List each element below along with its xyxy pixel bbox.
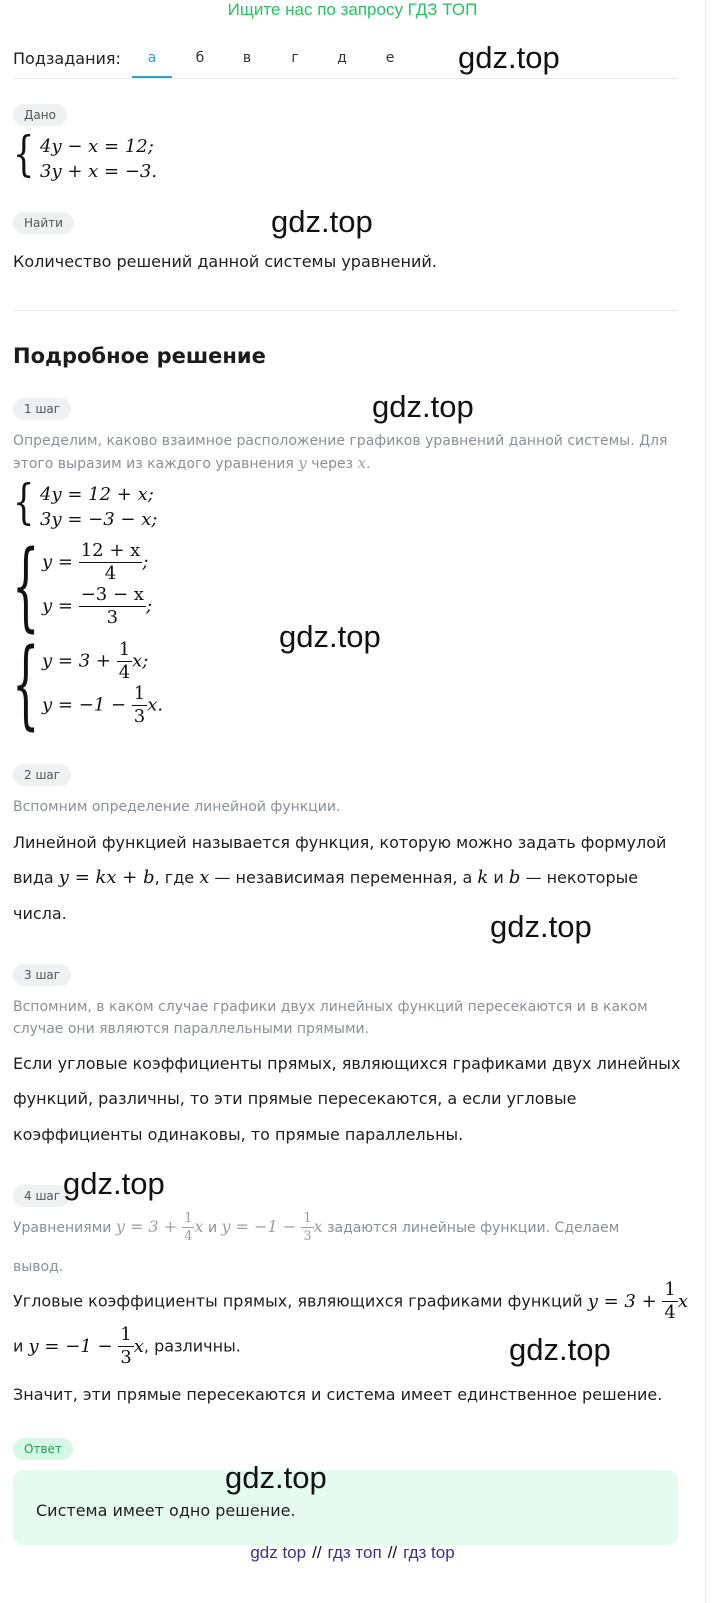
watermark: gdz.top bbox=[509, 1332, 611, 1367]
step-4-gray-pre: Уравнениями bbox=[13, 1220, 112, 1236]
step-4-badge: 4 шаг bbox=[13, 1185, 71, 1207]
fraction-numerator: 12 + x bbox=[80, 540, 141, 561]
step-4-eq-1 bbox=[587, 1279, 689, 1323]
step-4-conclusion: Значит, эти прямые пересекаются и система имеет единственное решение. bbox=[13, 1385, 663, 1404]
fraction-numerator: 1 bbox=[664, 1279, 676, 1300]
step-4-p2-and: и bbox=[13, 1336, 24, 1356]
step-1-intro-text: Определим, каково взаимное расположение графиков уравнений данной системы. Для этого выразим из каждого уравнения bbox=[13, 433, 668, 472]
fraction-denominator: 3 bbox=[120, 1347, 132, 1368]
step-2-badge: 2 шаг bbox=[13, 764, 71, 786]
math-lhs: y = −1 − bbox=[42, 694, 127, 716]
fraction bbox=[117, 641, 132, 682]
tab-subtask-a[interactable]: а bbox=[147, 50, 157, 66]
fraction-numerator: 1 bbox=[120, 1324, 132, 1345]
given-equation-1: 4y − x = 12; bbox=[40, 136, 154, 157]
scroll-edge bbox=[705, 0, 720, 1603]
fraction bbox=[118, 1326, 133, 1367]
fraction-numerator: 1 bbox=[118, 639, 131, 660]
footer-link-3[interactable]: гдз top bbox=[403, 1543, 455, 1562]
fraction bbox=[301, 1212, 313, 1243]
step-1-var-y: y bbox=[298, 454, 307, 472]
search-banner: Ищите нас по запросу ГДЗ ТОП bbox=[227, 0, 478, 19]
fraction-denominator: 3 bbox=[303, 1229, 312, 1244]
fraction-denominator: 3 bbox=[79, 606, 146, 627]
watermark: gdz.top bbox=[490, 909, 592, 944]
system-brace: { bbox=[13, 474, 35, 530]
step-1-sys2-eq2 bbox=[42, 586, 152, 627]
var-x: x bbox=[199, 867, 210, 888]
fraction-denominator: 4 bbox=[118, 662, 131, 683]
tab-subtask-e[interactable]: е bbox=[385, 50, 395, 66]
tabs-divider bbox=[13, 78, 678, 79]
step-2-indep: — независимая переменная, а bbox=[209, 868, 473, 887]
step-1-through: через bbox=[311, 456, 354, 472]
math-end: x bbox=[313, 1217, 323, 1236]
math-end: x; bbox=[132, 650, 149, 672]
step-1-sys2-eq1 bbox=[42, 542, 148, 583]
fraction-numerator: 1 bbox=[303, 1211, 312, 1226]
step-3-line-1: Если угловые коэффициенты прямых, являющихся графиками двух линейных bbox=[13, 1054, 681, 1073]
subtasks-label: Подзадания: bbox=[13, 49, 121, 68]
step-4-gray-post: задаются линейные функции. Сделаем bbox=[327, 1220, 620, 1236]
step-4-p2-post: , различны. bbox=[143, 1336, 241, 1356]
step-2-gray: Вспомним определение линейной функции. bbox=[13, 799, 341, 815]
given-equation-2: 3y + x = −3. bbox=[40, 161, 158, 182]
step-3-gray: Вспомним, в каком случае графики двух линейных функций пересекаются и в каком случае они являются параллельными прямыми. bbox=[13, 999, 648, 1037]
fraction-numerator: 1 bbox=[184, 1211, 193, 1226]
step-4-p1-pre: Угловые коэффициенты прямых, являющихся графиками функций bbox=[13, 1291, 583, 1311]
tab-subtask-d[interactable]: д bbox=[337, 50, 347, 66]
fraction bbox=[132, 685, 147, 726]
fraction-denominator: 3 bbox=[133, 706, 146, 727]
watermark: gdz.top bbox=[225, 1460, 327, 1495]
math-lhs: y = 3 + bbox=[115, 1217, 178, 1236]
math-lhs: y = bbox=[42, 551, 73, 573]
step-4-gray-line-2: вывод. bbox=[13, 1259, 64, 1275]
system-brace: { bbox=[12, 530, 40, 642]
watermark: gdz.top bbox=[63, 1166, 165, 1201]
fraction bbox=[182, 1212, 194, 1243]
step-2-where: , где bbox=[154, 868, 195, 887]
answer-text: Система имеет одно решение. bbox=[36, 1501, 296, 1520]
math-lhs: y = 3 + bbox=[587, 1290, 657, 1312]
step-2-vida: вида bbox=[13, 868, 54, 887]
step-4-gray-line-1 bbox=[13, 1212, 619, 1243]
step-4-gray-eq-1 bbox=[115, 1211, 204, 1244]
footer-separator: // bbox=[312, 1543, 322, 1562]
step-1-badge: 1 шаг bbox=[13, 398, 71, 420]
var-b: b bbox=[508, 867, 521, 888]
fraction-denominator: 4 bbox=[664, 1302, 676, 1323]
step-2-some: — некоторые bbox=[520, 868, 639, 887]
watermark: gdz.top bbox=[372, 389, 474, 424]
section-divider bbox=[13, 310, 678, 311]
math-end: x. bbox=[147, 694, 164, 716]
step-4-gray-and: и bbox=[207, 1220, 218, 1236]
step-4-line-1 bbox=[13, 1281, 688, 1322]
tab-subtask-v[interactable]: в bbox=[242, 50, 252, 66]
step-3-badge: 3 шаг bbox=[13, 964, 71, 986]
math-lhs: y = 3 + bbox=[42, 650, 111, 672]
linear-formula: y = kx + b bbox=[58, 867, 155, 888]
fraction-numerator: 1 bbox=[133, 683, 146, 704]
find-text: Количество решений данной системы уравнений. bbox=[13, 252, 437, 271]
fraction-denominator: 4 bbox=[79, 562, 143, 583]
step-2-line-2 bbox=[13, 867, 638, 888]
step-3-line-2: функций, различны, то эти прямые пересекаются, а если угловые bbox=[13, 1089, 577, 1108]
step-1-sys3-eq1 bbox=[42, 641, 148, 682]
math-end: ; bbox=[145, 595, 153, 617]
answer-badge: Ответ bbox=[13, 1438, 73, 1460]
footer-link-2[interactable]: гдз топ bbox=[327, 1543, 382, 1562]
solution-title: Подробное решение bbox=[13, 344, 266, 368]
math-lhs: y = −1 − bbox=[221, 1217, 297, 1236]
fraction bbox=[79, 586, 146, 627]
step-2-line-1: Линейной функцией называется функция, которую можно задать формулой bbox=[13, 833, 667, 852]
math-lhs: y = −1 − bbox=[28, 1335, 113, 1357]
math-end: x bbox=[677, 1290, 689, 1312]
tab-subtask-g[interactable]: г bbox=[291, 50, 299, 66]
step-1-var-x: x. bbox=[357, 454, 371, 472]
system-brace: { bbox=[12, 628, 40, 740]
footer-links bbox=[0, 1543, 705, 1563]
find-badge: Найти bbox=[13, 212, 74, 234]
footer-separator: // bbox=[387, 1543, 398, 1562]
system-brace: { bbox=[13, 126, 35, 182]
step-2-line-3: числа. bbox=[13, 904, 67, 923]
watermark: gdz.top bbox=[279, 619, 381, 654]
footer-link-1[interactable]: gdz top bbox=[250, 1543, 307, 1562]
step-1-sys1-eq2: 3y = −3 − x; bbox=[40, 509, 158, 530]
tab-subtask-b[interactable]: б bbox=[195, 50, 205, 66]
fraction bbox=[79, 542, 143, 583]
step-3-line-3: коэффициенты одинаковы, то прямые параллельны. bbox=[13, 1125, 464, 1144]
step-4-eq-2 bbox=[28, 1324, 144, 1368]
watermark: gdz.top bbox=[271, 204, 373, 239]
fraction bbox=[662, 1281, 677, 1322]
step-1-intro bbox=[13, 430, 683, 475]
given-badge: Дано bbox=[13, 104, 67, 126]
step-1-sys1-eq1: 4y = 12 + x; bbox=[40, 484, 154, 505]
fraction-denominator: 4 bbox=[184, 1229, 193, 1244]
watermark: gdz.top bbox=[458, 40, 560, 75]
math-end: ; bbox=[142, 551, 149, 573]
math-end: x bbox=[133, 1335, 144, 1357]
step-1-sys3-eq2 bbox=[42, 685, 163, 726]
step-4-gray-eq-2 bbox=[221, 1211, 323, 1244]
math-end: x bbox=[194, 1217, 204, 1236]
fraction-numerator: −3 − x bbox=[80, 584, 144, 605]
step-2-and: и bbox=[488, 868, 509, 887]
var-k: k bbox=[477, 867, 489, 888]
step-4-line-2 bbox=[13, 1326, 241, 1367]
math-lhs: y = bbox=[42, 595, 73, 617]
